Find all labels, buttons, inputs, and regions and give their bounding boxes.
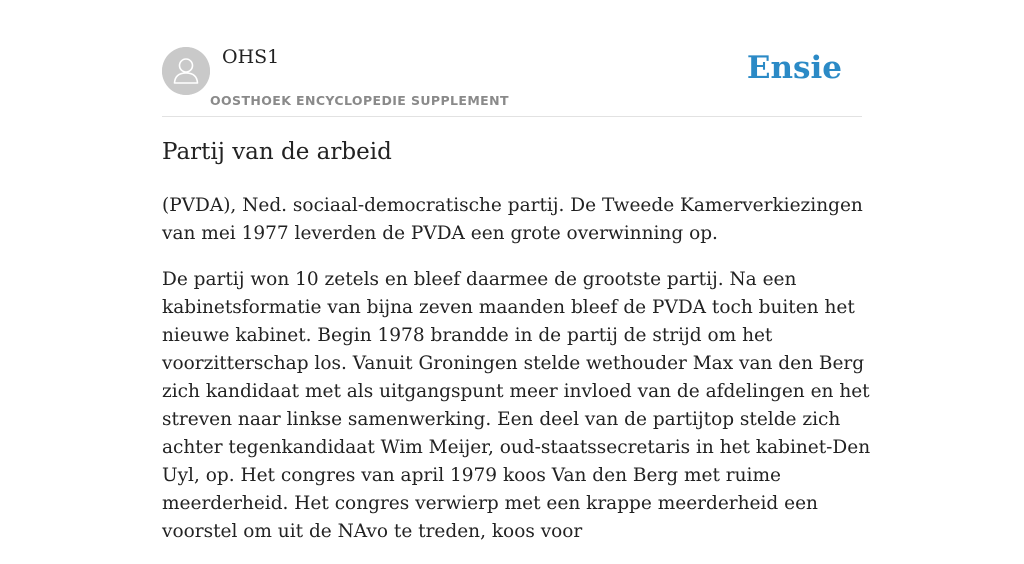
source-name[interactable]: OOSTHOEK ENCYCLOPEDIE SUPPLEMENT (210, 93, 509, 108)
user-avatar-icon[interactable] (162, 47, 210, 95)
article-paragraph: De partij won 10 zetels en bleef daarmee de grootste partij. Na een kabinetsformatie van bijna zeven maanden bleef de PVDA toch buiten het nieuwe kabinet. Begin 1978 brandde in de partij de strijd om het voorzitterschap los. Vanuit Groningen stelde wethouder Max van den Berg zich kandidaat met als uitgangspunt meer invloed van de afdelingen en het streven naar linkse samenwerking. Een deel van de partijtop stelde zich achter tegenkandidaat Wim Meijer, oud-staatssecretaris in het kabinet-Den Uyl, op. Het congres van april 1979 koos Van den Berg met ruime meerderheid. Het congres verwierp met een krappe meerderheid een voorstel om uit de NAvo te treden, koos voor (162, 269, 871, 542)
article-title: Partij van de arbeid (162, 139, 392, 165)
ensie-logo[interactable]: Ensie (746, 50, 842, 86)
author-name[interactable]: OHS1 (222, 46, 280, 68)
article-paragraph: (PVDA), Ned. sociaal-democratische partij. De Tweede Kamerverkiezingen van mei 1977 leverden de PVDA een grote overwinning op. (162, 195, 863, 244)
article-header (162, 0, 862, 117)
article-body (162, 192, 874, 564)
